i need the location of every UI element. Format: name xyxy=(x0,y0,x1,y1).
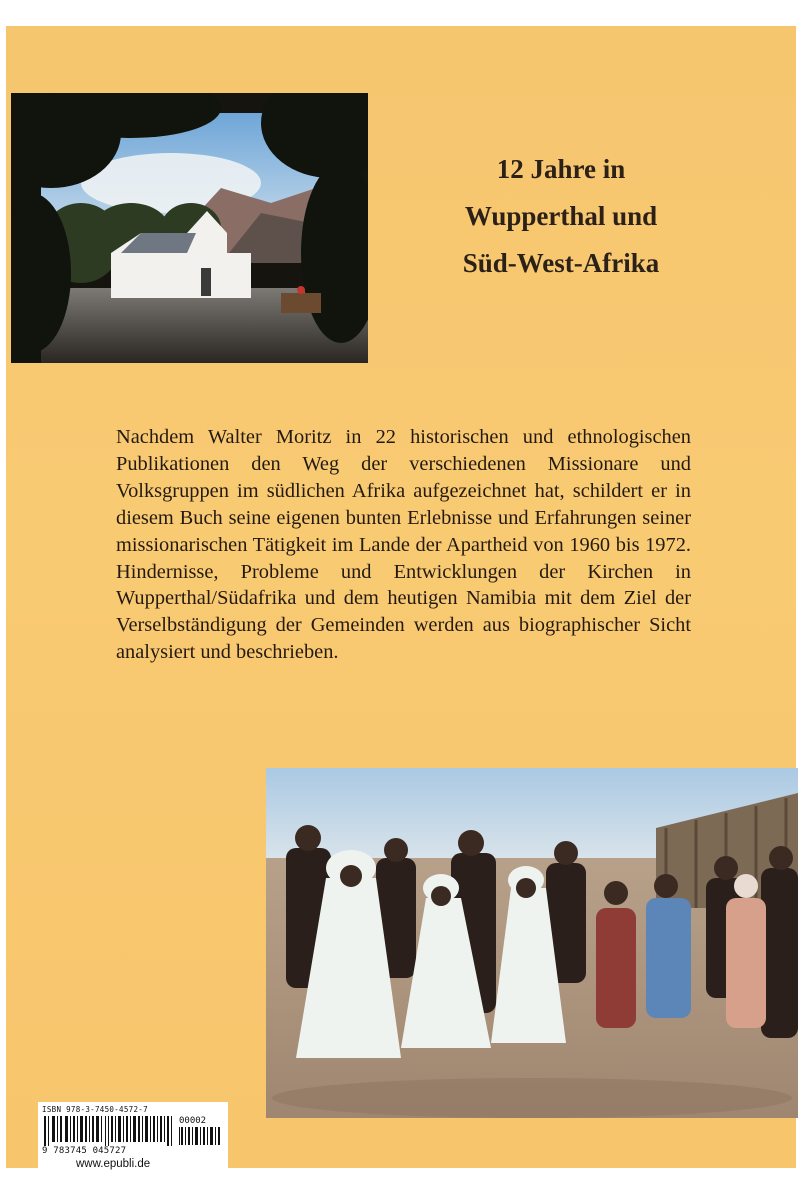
barcode-addon-bars xyxy=(179,1127,221,1145)
book-back-cover xyxy=(6,26,796,1168)
book-title-line: 12 Jahre in xyxy=(496,154,626,184)
book-blurb: Nachdem Walter Moritz in 22 historischen und ethnologischen Publikationen den Weg der verschiedenen Missionare und Volksgruppen im südlichen Afrika aufgezeichnet hat, schildert er in diesem Buch seine eigenen bunten Erlebnisse und Erfahrungen seiner missionarischen Tätigkeit im Lande der Apartheid von 1960 bis 1972. Hindernisse, Probleme und Entwicklungen der Kirchen in Wupperthal/Südafrika und dem heutigen Namibia mit dem Ziel der Verselbständigung der Gemeinden werden aus biographischer Sicht analysiert und beschrieben. xyxy=(116,426,691,664)
congregation-photo xyxy=(266,768,798,1118)
book-title-line: Süd-West-Afrika xyxy=(462,248,660,278)
church-photo xyxy=(11,93,368,363)
barcode-bars xyxy=(44,1116,174,1146)
isbn-barcode xyxy=(38,1102,228,1178)
book-title xyxy=(396,146,726,287)
publisher-url: www.epubli.de xyxy=(76,1158,151,1170)
barcode-digits: 9 783745 045727 xyxy=(42,1146,127,1156)
book-title-line: Wupperthal und xyxy=(464,201,658,231)
barcode-addon-number: 00002 xyxy=(179,1116,207,1126)
isbn-number: ISBN 978-3-7450-4572-7 xyxy=(42,1105,148,1114)
